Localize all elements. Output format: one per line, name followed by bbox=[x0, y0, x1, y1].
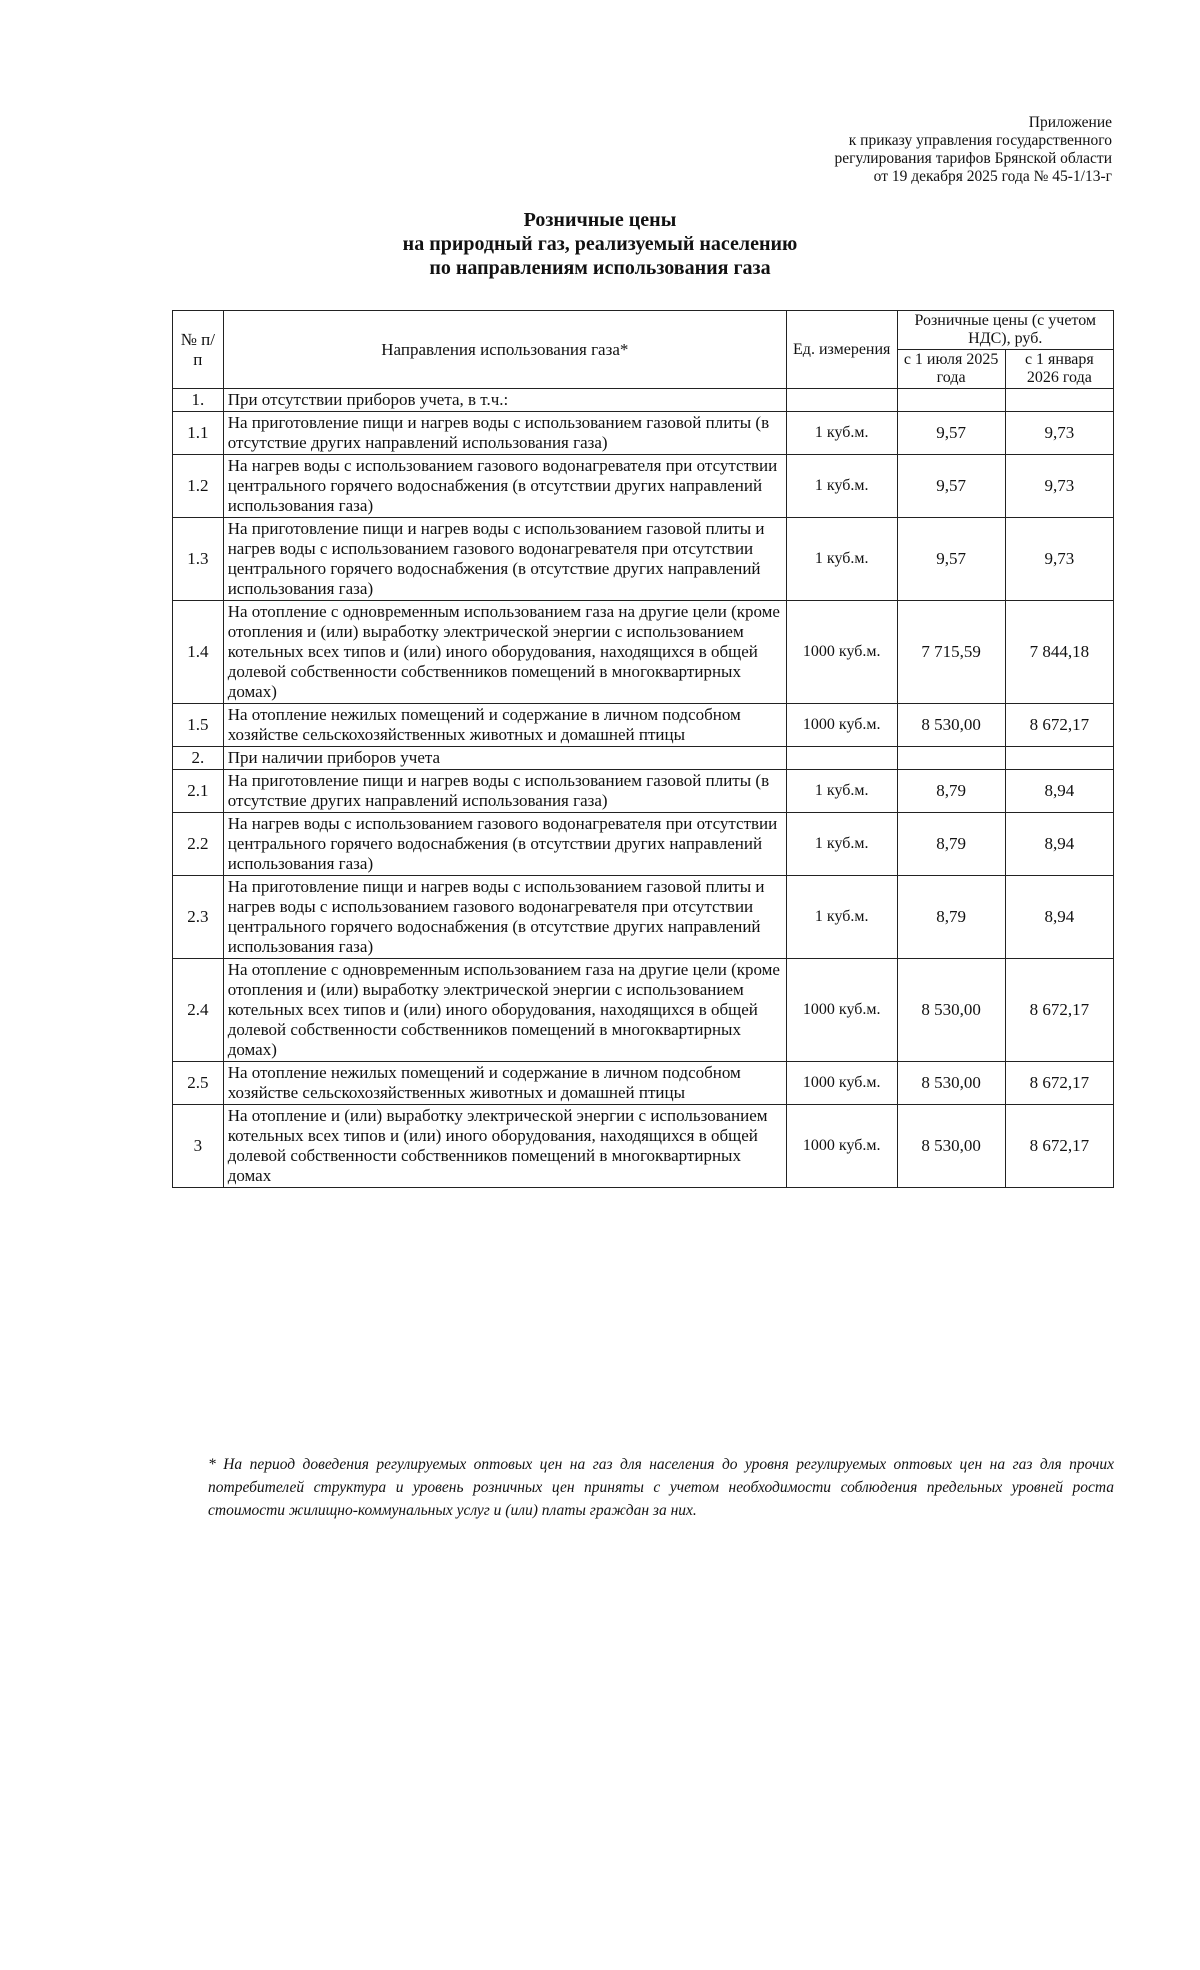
row-price-2026: 8 672,17 bbox=[1005, 959, 1113, 1062]
row-num: 1.2 bbox=[173, 455, 224, 518]
table-row bbox=[173, 518, 1114, 601]
row-direction: На отопление с одновременным использованием газа на другие цели (кроме отопления и (или) выработку электрической энергии с использованием котельных всех типов и (или) иного оборудования, находящихся в общей долевой собственности собственников помещений в многоквартирных домах) bbox=[223, 959, 786, 1062]
row-price-2025: 9,57 bbox=[897, 518, 1005, 601]
row-price-2025: 7 715,59 bbox=[897, 601, 1005, 704]
header-num: № п/п bbox=[173, 311, 224, 389]
table-row bbox=[173, 770, 1114, 813]
row-unit: 1000 куб.м. bbox=[786, 1062, 897, 1105]
row-num: 1. bbox=[173, 389, 224, 412]
row-direction: На нагрев воды с использованием газового водонагревателя при отсутствии центрального горячего водоснабжения (в отсутствии других направлений использования газа) bbox=[223, 813, 786, 876]
row-num: 2.1 bbox=[173, 770, 224, 813]
row-price-2026: 8,94 bbox=[1005, 770, 1113, 813]
row-unit: 1000 куб.м. bbox=[786, 959, 897, 1062]
row-direction: На отопление нежилых помещений и содержание в личном подсобном хозяйстве сельскохозяйственных животных и домашней птицы bbox=[223, 704, 786, 747]
table-row bbox=[173, 876, 1114, 959]
title-line-3: по направлениям использования газа bbox=[429, 257, 771, 279]
header-period-1: с 1 июля 2025 года bbox=[897, 350, 1005, 389]
row-price-2025: 8,79 bbox=[897, 876, 1005, 959]
header-period-2: с 1 января 2026 года bbox=[1005, 350, 1113, 389]
appendix-line-3: регулирования тарифов Брянской области bbox=[834, 150, 1112, 167]
row-price-2025: 8 530,00 bbox=[897, 704, 1005, 747]
row-price-2026: 7 844,18 bbox=[1005, 601, 1113, 704]
row-price-2025 bbox=[897, 747, 1005, 770]
row-unit bbox=[786, 389, 897, 412]
table-row bbox=[173, 959, 1114, 1062]
row-price-2025: 8,79 bbox=[897, 770, 1005, 813]
table-row bbox=[173, 813, 1114, 876]
row-direction: На приготовление пищи и нагрев воды с использованием газовой плиты и нагрев воды с использованием газового водонагревателя при отсутствии центрального горячего водоснабжения (в отсутствие других направлений использования газа) bbox=[223, 518, 786, 601]
row-price-2026: 9,73 bbox=[1005, 412, 1113, 455]
row-price-2026 bbox=[1005, 747, 1113, 770]
row-price-2025: 9,57 bbox=[897, 412, 1005, 455]
row-direction: На отопление с одновременным использованием газа на другие цели (кроме отопления и (или) выработку электрической энергии с использованием котельных всех типов и (или) иного оборудования, находящихся в общей долевой собственности собственников помещений в многоквартирных домах) bbox=[223, 601, 786, 704]
row-num: 3 bbox=[173, 1105, 224, 1188]
table-body bbox=[173, 389, 1114, 1188]
row-direction: На приготовление пищи и нагрев воды с использованием газовой плиты (в отсутствие других направлений использования газа) bbox=[223, 412, 786, 455]
row-direction: При наличии приборов учета bbox=[223, 747, 786, 770]
row-unit: 1 куб.м. bbox=[786, 412, 897, 455]
row-num: 1.5 bbox=[173, 704, 224, 747]
table-row bbox=[173, 601, 1114, 704]
row-num: 2. bbox=[173, 747, 224, 770]
row-price-2025: 8,79 bbox=[897, 813, 1005, 876]
row-unit: 1000 куб.м. bbox=[786, 601, 897, 704]
row-direction: На нагрев воды с использованием газового водонагревателя при отсутствии центрального горячего водоснабжения (в отсутствии других направлений использования газа) bbox=[223, 455, 786, 518]
appendix-line-4: от 19 декабря 2025 года № 45-1/13-г bbox=[873, 168, 1112, 185]
appendix-line-2: к приказу управления государственного bbox=[848, 132, 1112, 149]
row-num: 2.5 bbox=[173, 1062, 224, 1105]
row-num: 2.4 bbox=[173, 959, 224, 1062]
row-price-2025: 8 530,00 bbox=[897, 1062, 1005, 1105]
row-price-2026: 9,73 bbox=[1005, 518, 1113, 601]
title-line-1: Розничные цены bbox=[523, 209, 677, 231]
header-direction: Направления использования газа* bbox=[223, 311, 786, 389]
row-direction: На отопление и (или) выработку электрической энергии с использованием котельных всех типов и (или) иного оборудования, находящихся в общей долевой собственности собственников помещений в многоквартирных домах bbox=[223, 1105, 786, 1188]
row-direction: При отсутствии приборов учета, в т.ч.: bbox=[223, 389, 786, 412]
table-row bbox=[173, 1062, 1114, 1105]
table-row bbox=[173, 1105, 1114, 1188]
row-unit: 1 куб.м. bbox=[786, 813, 897, 876]
row-unit: 1 куб.м. bbox=[786, 455, 897, 518]
table-row bbox=[173, 455, 1114, 518]
header-unit: Ед. измерения bbox=[786, 311, 897, 389]
row-price-2025: 8 530,00 bbox=[897, 1105, 1005, 1188]
row-price-2025 bbox=[897, 389, 1005, 412]
row-unit: 1 куб.м. bbox=[786, 518, 897, 601]
appendix-line-1: Приложение bbox=[1028, 114, 1112, 131]
table-row bbox=[173, 747, 1114, 770]
row-num: 2.3 bbox=[173, 876, 224, 959]
row-unit: 1000 куб.м. bbox=[786, 1105, 897, 1188]
row-unit: 1 куб.м. bbox=[786, 876, 897, 959]
row-price-2025: 8 530,00 bbox=[897, 959, 1005, 1062]
row-price-2026: 8 672,17 bbox=[1005, 1105, 1113, 1188]
row-price-2026: 9,73 bbox=[1005, 455, 1113, 518]
row-price-2026: 8 672,17 bbox=[1005, 1062, 1113, 1105]
row-price-2026: 8,94 bbox=[1005, 813, 1113, 876]
row-num: 1.3 bbox=[173, 518, 224, 601]
row-unit: 1 куб.м. bbox=[786, 770, 897, 813]
row-num: 2.2 bbox=[173, 813, 224, 876]
document-title bbox=[0, 208, 1200, 280]
row-direction: На приготовление пищи и нагрев воды с использованием газовой плиты и нагрев воды с использованием газового водонагревателя при отсутствии центрального горячего водоснабжения (в отсутствие других направлений использования газа) bbox=[223, 876, 786, 959]
row-num: 1.1 bbox=[173, 412, 224, 455]
row-price-2026: 8,94 bbox=[1005, 876, 1113, 959]
row-price-2026: 8 672,17 bbox=[1005, 704, 1113, 747]
row-price-2026 bbox=[1005, 389, 1113, 412]
row-unit bbox=[786, 747, 897, 770]
row-direction: На отопление нежилых помещений и содержание в личном подсобном хозяйстве сельскохозяйственных животных и домашней птицы bbox=[223, 1062, 786, 1105]
table-header-row bbox=[173, 311, 1114, 350]
title-line-2: на природный газ, реализуемый населению bbox=[402, 233, 798, 255]
footnote: * На период доведения регулируемых оптовых цен на газ для населения до уровня регулируемых оптовых цен на газ для прочих потребителей структура и уровень розничных цен приняты с учетом необходимости соблюдения предельных уровней роста стоимости жилищно-коммунальных услуг и (или) платы граждан за них. bbox=[208, 1456, 1114, 1519]
table-row bbox=[173, 412, 1114, 455]
row-num: 1.4 bbox=[173, 601, 224, 704]
appendix-block bbox=[612, 114, 1112, 186]
row-unit: 1000 куб.м. bbox=[786, 704, 897, 747]
row-direction: На приготовление пищи и нагрев воды с использованием газовой плиты (в отсутствие других направлений использования газа) bbox=[223, 770, 786, 813]
row-price-2025: 9,57 bbox=[897, 455, 1005, 518]
table-row bbox=[173, 704, 1114, 747]
table-row bbox=[173, 389, 1114, 412]
prices-table bbox=[172, 310, 1114, 1188]
header-prices: Розничные цены (с учетом НДС), руб. bbox=[897, 311, 1114, 350]
